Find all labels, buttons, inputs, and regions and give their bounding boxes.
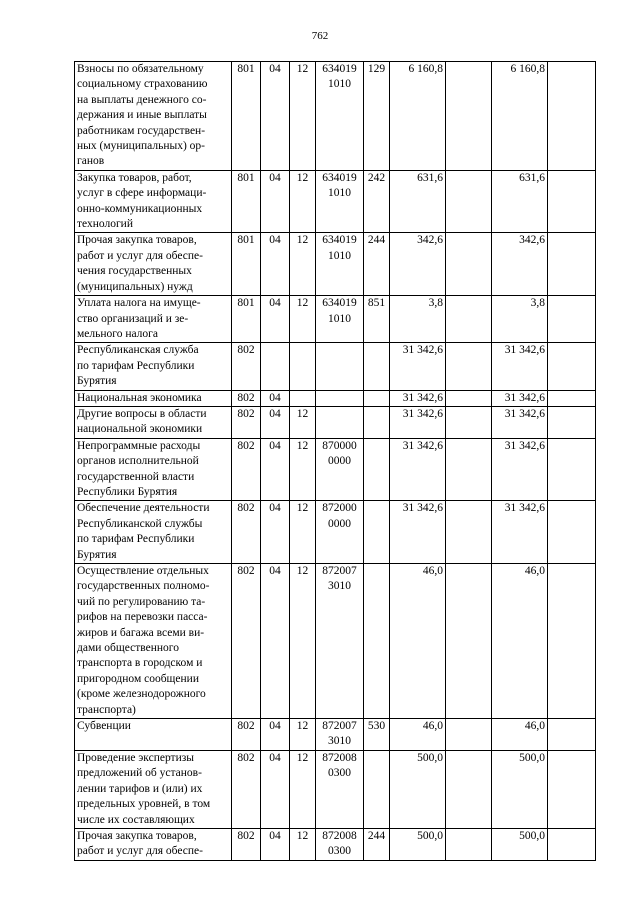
expense-name-cell (75, 406, 232, 438)
target-article-line: 634019 (322, 63, 357, 75)
expense-name-cell (75, 343, 232, 390)
target-article-cell (316, 296, 364, 343)
subsection-code-cell: 12 (290, 719, 316, 751)
ministry-code-cell: 802 (232, 390, 261, 406)
expense-name-line: Прочая закупка товаров, (77, 234, 197, 247)
expense-name-line: Осуществление отдельных (77, 565, 209, 577)
empty-cell (548, 233, 596, 296)
section-code-cell: 04 (261, 390, 290, 406)
amount-cell: 500,0 (390, 828, 446, 860)
budget-table (74, 61, 596, 861)
ministry-code-cell: 801 (232, 233, 261, 296)
target-article-cell (316, 390, 364, 406)
table-row (75, 233, 596, 296)
target-article-line: 1010 (328, 312, 351, 325)
expense-type-cell: 851 (364, 296, 390, 343)
expense-name-line: по тарифам Республики (77, 359, 195, 372)
expense-type-cell: 244 (364, 828, 390, 860)
amount-cell: 46,0 (390, 564, 446, 719)
expense-name-line: лении тарифов и (или) их (77, 782, 203, 795)
empty-cell (446, 170, 492, 233)
expense-name-cell (75, 501, 232, 564)
empty-cell (548, 438, 596, 501)
expense-name-line: предложений об установ- (77, 767, 202, 780)
empty-cell (446, 719, 492, 751)
empty-cell (446, 501, 492, 564)
expense-name-line: Бурятия (77, 375, 117, 388)
expense-name-line: жиров и багажа всеми ви- (77, 626, 205, 639)
target-article-line: 3010 (328, 580, 351, 593)
ministry-code-cell: 801 (232, 170, 261, 233)
target-article-line: 872007 (322, 720, 357, 733)
total-cell: 342,6 (492, 233, 548, 296)
expense-type-cell: 530 (364, 719, 390, 751)
target-article-cell (316, 828, 364, 860)
target-article-cell (316, 750, 364, 828)
expense-type-cell (364, 406, 390, 438)
expense-type-cell (364, 564, 390, 719)
expense-type-cell: 129 (364, 62, 390, 171)
expense-name-line: Республиканская служба (77, 344, 199, 357)
amount-cell: 31 342,6 (390, 438, 446, 501)
subsection-code-cell (290, 343, 316, 390)
expense-type-cell (364, 750, 390, 828)
target-article-cell (316, 719, 364, 751)
expense-name-line: ство организаций и зе- (77, 312, 189, 325)
expense-name-line: по тарифам Республики (77, 533, 195, 546)
total-cell: 3,8 (492, 296, 548, 343)
expense-name-line: услуг в сфере информаци- (77, 187, 207, 200)
section-code-cell: 04 (261, 406, 290, 438)
table-row (75, 296, 596, 343)
ministry-code-cell: 801 (232, 296, 261, 343)
total-cell: 500,0 (492, 750, 548, 828)
target-article-line: 872008 (322, 829, 357, 842)
expense-name-line: государственных полномо- (77, 580, 210, 593)
expense-name-cell (75, 233, 232, 296)
section-code-cell (261, 343, 290, 390)
expense-name-line: числе их составляющих (77, 813, 195, 826)
expense-name-line: держания и иные выплаты (77, 109, 207, 122)
subsection-code-cell: 12 (290, 233, 316, 296)
ministry-code-cell: 802 (232, 828, 261, 860)
empty-cell (548, 406, 596, 438)
expense-name-line: Республиканской службы (77, 517, 203, 530)
target-article-line: 634019 (322, 171, 357, 184)
empty-cell (446, 62, 492, 171)
empty-cell (548, 828, 596, 860)
target-article-cell (316, 564, 364, 719)
target-article-line: 0300 (328, 767, 351, 780)
empty-cell (446, 233, 492, 296)
section-code-cell: 04 (261, 170, 290, 233)
target-article-cell (316, 406, 364, 438)
expense-name-line: Закупка товаров, работ, (77, 171, 192, 184)
page-number: 762 (311, 30, 329, 42)
ministry-code-cell: 802 (232, 406, 261, 438)
ministry-code-cell: 802 (232, 750, 261, 828)
expense-type-cell (364, 390, 390, 406)
expense-name-cell (75, 438, 232, 501)
ministry-code-cell: 801 (232, 62, 261, 171)
section-code-cell: 04 (261, 438, 290, 501)
amount-cell: 342,6 (390, 233, 446, 296)
target-article-cell (316, 62, 364, 171)
expense-name-cell (75, 750, 232, 828)
target-article-line: 0000 (328, 455, 351, 468)
subsection-code-cell (290, 390, 316, 406)
amount-cell: 500,0 (390, 750, 446, 828)
empty-cell (446, 406, 492, 438)
section-code-cell: 04 (261, 564, 290, 719)
empty-cell (548, 501, 596, 564)
target-article-cell (316, 170, 364, 233)
subsection-code-cell: 12 (290, 62, 316, 171)
target-article-cell (316, 233, 364, 296)
subsection-code-cell: 12 (290, 170, 316, 233)
expense-name-line: ных (муниципальных) ор- (77, 140, 205, 153)
section-code-cell: 04 (261, 750, 290, 828)
expense-name-line: технологий (77, 218, 133, 231)
target-article-line: 1010 (328, 78, 351, 91)
ministry-code-cell: 802 (232, 564, 261, 719)
empty-cell (446, 828, 492, 860)
empty-cell (548, 719, 596, 751)
total-cell: 46,0 (492, 564, 548, 719)
ministry-code-cell: 802 (232, 719, 261, 751)
table-row (75, 343, 596, 390)
ministry-code-cell: 802 (232, 501, 261, 564)
expense-name-line: чения государственных (77, 265, 192, 278)
table-row (75, 828, 596, 860)
expense-name-line: чий по регулированию та- (77, 595, 206, 608)
ministry-code-cell: 802 (232, 343, 261, 390)
section-code-cell: 04 (261, 719, 290, 751)
section-code-cell: 04 (261, 296, 290, 343)
expense-type-cell (364, 438, 390, 501)
expense-type-cell (364, 501, 390, 564)
expense-name-line: работ и услуг для обеспе- (77, 845, 203, 858)
target-article-line: 872007 (322, 565, 357, 577)
table-row (75, 564, 596, 719)
empty-cell (446, 343, 492, 390)
empty-cell (548, 390, 596, 406)
subsection-code-cell: 12 (290, 828, 316, 860)
expense-name-line: Прочая закупка товаров, (77, 829, 197, 842)
expense-name-line: транспорта в городском и (77, 657, 203, 670)
table-row (75, 719, 596, 751)
amount-cell: 31 342,6 (390, 390, 446, 406)
total-cell: 631,6 (492, 170, 548, 233)
expense-name-line: работникам государствен- (77, 124, 206, 137)
expense-name-line: Республики Бурятия (77, 485, 178, 498)
empty-cell (548, 170, 596, 233)
empty-cell (548, 62, 596, 171)
expense-name-line: национальной экономики (77, 423, 203, 436)
subsection-code-cell: 12 (290, 501, 316, 564)
target-article-line: 1010 (328, 249, 351, 262)
empty-cell (548, 343, 596, 390)
target-article-cell (316, 438, 364, 501)
expense-name-cell (75, 719, 232, 751)
expense-name-line: Взносы по обязательному (77, 63, 204, 75)
target-article-line: 872000 (322, 502, 357, 515)
amount-cell: 631,6 (390, 170, 446, 233)
expense-name-line: ганов (77, 155, 105, 168)
expense-name-line: Национальная экономика (77, 391, 202, 404)
target-article-cell (316, 501, 364, 564)
table-row (75, 501, 596, 564)
empty-cell (548, 296, 596, 343)
expense-name-cell (75, 828, 232, 860)
table-row (75, 390, 596, 406)
target-article-line: 1010 (328, 187, 351, 200)
amount-cell: 46,0 (390, 719, 446, 751)
subsection-code-cell: 12 (290, 750, 316, 828)
expense-name-line: органов исполнительной (77, 455, 199, 468)
expense-name-line: Проведение экспертизы (77, 751, 195, 764)
expense-name-line: Непрограммные расходы (77, 439, 201, 452)
expense-name-cell (75, 564, 232, 719)
expense-name-line: онно-коммуникационных (77, 202, 203, 215)
target-article-cell (316, 343, 364, 390)
empty-cell (446, 564, 492, 719)
expense-name-line: государственной власти (77, 470, 195, 483)
empty-cell (446, 438, 492, 501)
empty-cell (446, 750, 492, 828)
subsection-code-cell: 12 (290, 564, 316, 719)
expense-name-line: дами общественного (77, 642, 179, 655)
expense-name-line: Бурятия (77, 548, 117, 561)
total-cell: 31 342,6 (492, 343, 548, 390)
target-article-line: 634019 (322, 297, 357, 310)
expense-name-line: Обеспечение деятельности (77, 502, 210, 515)
ministry-code-cell: 802 (232, 438, 261, 501)
expense-name-line: предельных уровней, в том (77, 798, 211, 811)
amount-cell: 31 342,6 (390, 406, 446, 438)
subsection-code-cell: 12 (290, 438, 316, 501)
expense-name-cell (75, 170, 232, 233)
target-article-line: 872008 (322, 751, 357, 764)
empty-cell (548, 750, 596, 828)
expense-name-line: социальному страхованию (77, 78, 208, 91)
target-article-line: 3010 (328, 735, 351, 748)
empty-cell (446, 390, 492, 406)
target-article-line: 0000 (328, 517, 351, 530)
subsection-code-cell: 12 (290, 296, 316, 343)
total-cell: 31 342,6 (492, 390, 548, 406)
table-body (75, 62, 596, 861)
section-code-cell: 04 (261, 62, 290, 171)
expense-name-line: работ и услуг для обеспе- (77, 249, 203, 262)
target-article-line: 634019 (322, 234, 357, 247)
section-code-cell: 04 (261, 233, 290, 296)
expense-name-line: (кроме железнодорожного (77, 688, 206, 701)
empty-cell (548, 564, 596, 719)
expense-name-line: рифов на перевозки пасса- (77, 611, 208, 624)
total-cell: 500,0 (492, 828, 548, 860)
expense-name-line: транспорта) (77, 703, 136, 716)
expense-name-cell (75, 62, 232, 171)
expense-name-line: на выплаты денежного со- (77, 93, 207, 106)
expense-name-line: Уплата налога на имуще- (77, 297, 201, 310)
total-cell: 46,0 (492, 719, 548, 751)
amount-cell: 6 160,8 (390, 62, 446, 171)
table-row (75, 406, 596, 438)
total-cell: 6 160,8 (492, 62, 548, 171)
expense-type-cell: 244 (364, 233, 390, 296)
target-article-line: 870000 (322, 439, 357, 452)
section-code-cell: 04 (261, 828, 290, 860)
expense-type-cell: 242 (364, 170, 390, 233)
empty-cell (446, 296, 492, 343)
expense-type-cell (364, 343, 390, 390)
amount-cell: 3,8 (390, 296, 446, 343)
expense-name-line: Другие вопросы в области (77, 407, 207, 420)
amount-cell: 31 342,6 (390, 343, 446, 390)
expense-name-line: (муниципальных) нужд (77, 280, 193, 293)
target-article-line: 0300 (328, 845, 351, 858)
expense-name-line: мельного налога (77, 327, 158, 340)
total-cell: 31 342,6 (492, 406, 548, 438)
total-cell: 31 342,6 (492, 501, 548, 564)
table-row (75, 438, 596, 501)
expense-name-line: Субвенции (77, 720, 131, 733)
amount-cell: 31 342,6 (390, 501, 446, 564)
section-code-cell: 04 (261, 501, 290, 564)
table-row (75, 750, 596, 828)
subsection-code-cell: 12 (290, 406, 316, 438)
table-row (75, 170, 596, 233)
total-cell: 31 342,6 (492, 438, 548, 501)
expense-name-cell (75, 296, 232, 343)
expense-name-line: пригородном сообщении (77, 672, 199, 685)
table-row (75, 62, 596, 171)
expense-name-cell (75, 390, 232, 406)
